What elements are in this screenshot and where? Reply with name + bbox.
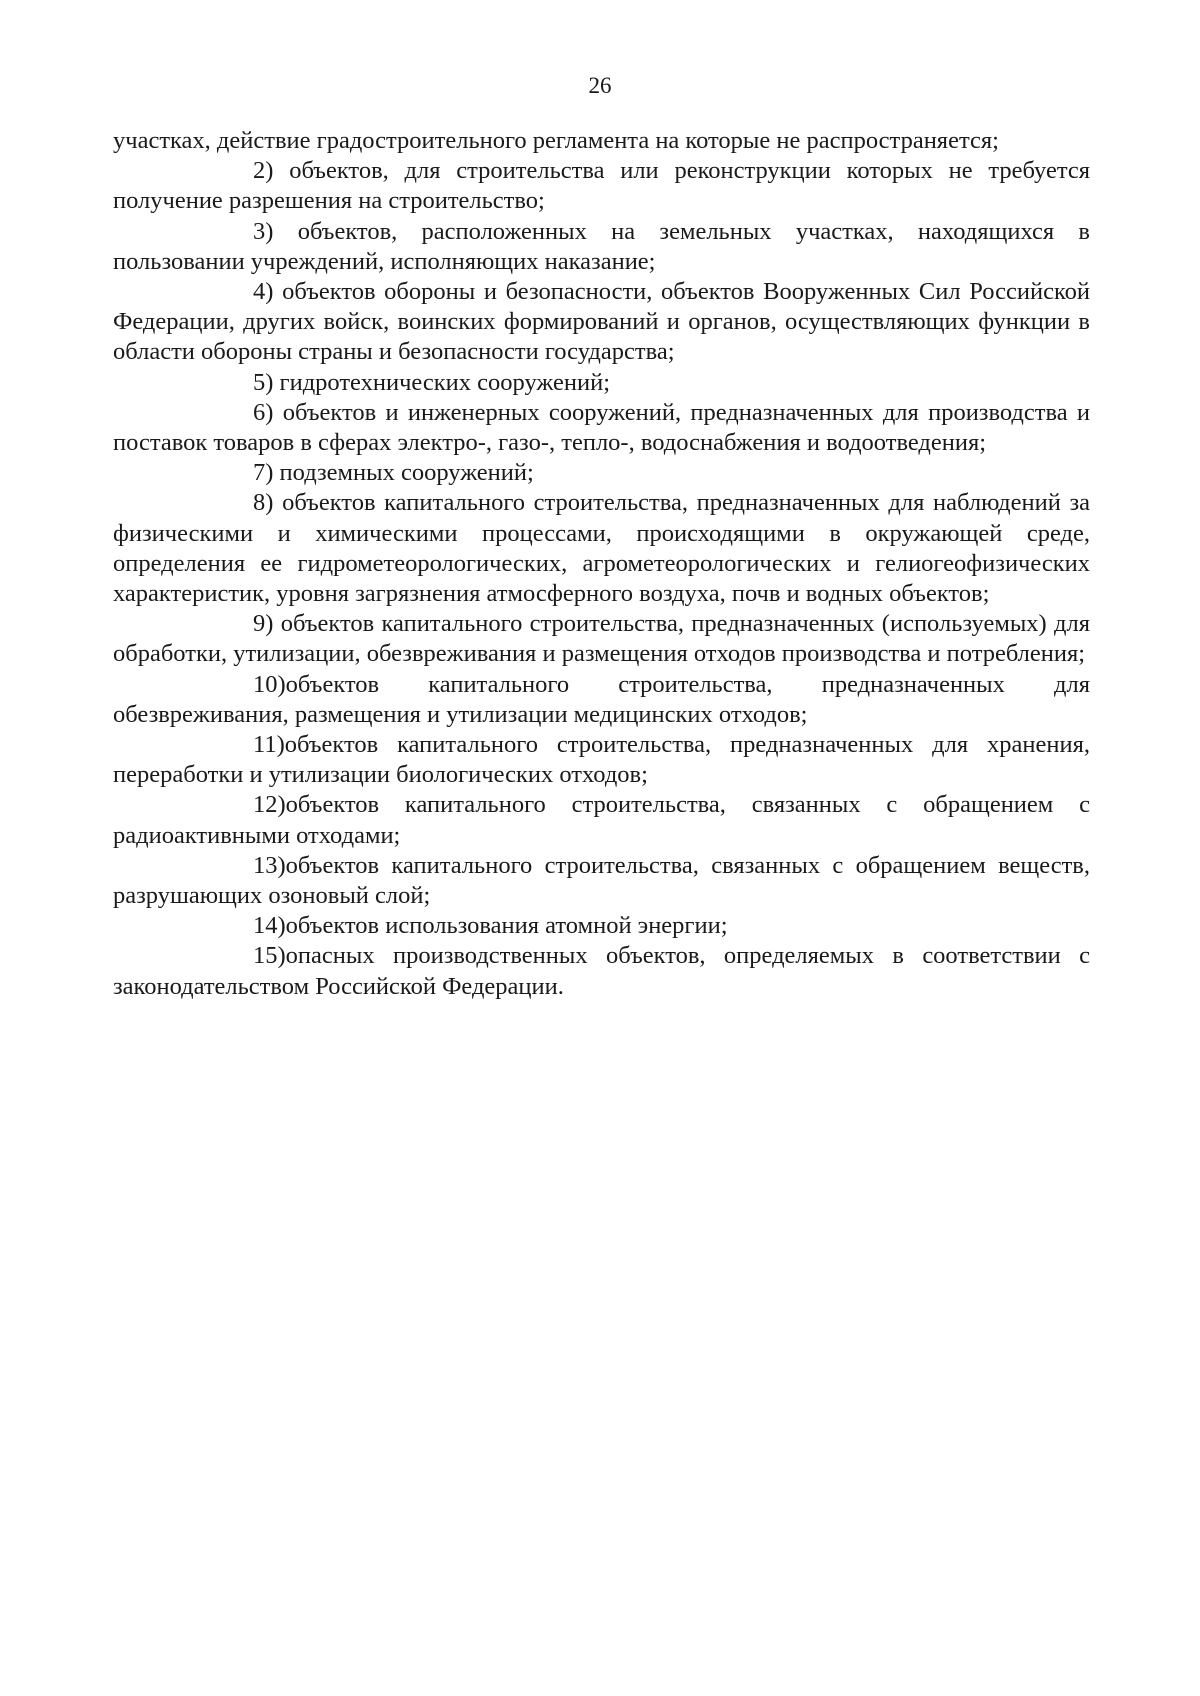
list-item (113, 730, 1090, 790)
list-item-number: 8) (253, 489, 274, 517)
list-item-text: объектов капитального строительства, предназначенных для хранения, переработки и утилизации биологических отходов; (113, 731, 1090, 789)
list-item-text: объектов капитального строительства, предназначенных для наблюдений за физическими и химическими процессами, происходящими в окружающей среде, определения ее гидрометеорологических, агрометеорологических и гелиогеофизических характеристик, уровня загрязнения атмосферного воздуха, почв и водных объектов; (113, 489, 1091, 608)
list-item-text: объектов капитального строительства, связанных с обращением веществ, разрушающих озоновый слой; (113, 851, 1090, 910)
list-item (113, 790, 1090, 850)
list-item-number: 2) (253, 157, 274, 185)
list-item-number: 4) (253, 278, 274, 306)
list-item (113, 670, 1090, 730)
list-item (113, 488, 1090, 609)
list-item (113, 398, 1090, 458)
list-item-number: 11) (253, 731, 285, 759)
list-item-number: 9) (253, 610, 274, 638)
list-item-text: подземных сооружений; (279, 459, 534, 487)
list-item-number: 12) (253, 791, 286, 819)
page-number: 26 (588, 73, 612, 98)
list-item-text: объектов использования атомной энергии; (285, 912, 728, 940)
list-item-text: объектов обороны и безопасности, объектов Вооруженных Сил Российской Федерации, других войск, воинских формирований и органов, осуществляющих функции в области обороны страны и безопасности государства; (113, 278, 1091, 366)
list-item-text: гидротехнических сооружений; (279, 368, 610, 396)
list-item-text: объектов капитального строительства, предназначенных (используемых) для обработки, утилизации, обезвреживания и размещения отходов производства и потребления; (113, 610, 1090, 668)
continuation-paragraph: участках, действие градостроительного регламента на которые не распространяется; (113, 127, 999, 154)
list-item (113, 156, 1090, 216)
list-item-text: объектов, для строительства или реконструкции которых не требуется получение разрешения на строительство; (113, 157, 1090, 215)
list-item-number: 14) (253, 912, 286, 940)
list-item (113, 277, 1090, 368)
list-item (113, 911, 1090, 941)
list-item (113, 851, 1090, 911)
list-item-text: объектов, расположенных на земельных участках, находящихся в пользовании учреждений, исполняющих наказание; (113, 217, 1090, 275)
list-item-text: объектов и инженерных сооружений, предназначенных для производства и поставок товаров в сферах электро-, газо-, тепло-, водоснабжения и водоотведения; (113, 398, 1090, 457)
list-item (113, 609, 1090, 669)
list-item-number: 5) (253, 368, 274, 396)
list-item (113, 368, 1090, 398)
document-body (113, 126, 1090, 1002)
list-item-number: 6) (253, 398, 274, 426)
list-item (113, 458, 1090, 488)
list-item (113, 217, 1090, 277)
list-item-number: 7) (253, 459, 274, 487)
list-item-number: 13) (253, 851, 286, 879)
list-item-text: объектов капитального строительства, предназначенных для обезвреживания, размещения и утилизации медицинских отходов; (113, 670, 1090, 728)
list-item (113, 941, 1090, 1001)
list-item-text: опасных производственных объектов, определяемых в соответствии с законодательством Российской Федерации. (113, 942, 1090, 1000)
list-item-text: объектов капитального строительства, связанных с обращением с радиоактивными отходами; (113, 791, 1090, 849)
list-item-number: 3) (253, 217, 274, 245)
list-item-number: 10) (253, 670, 286, 698)
list-item-number: 15) (253, 942, 286, 970)
